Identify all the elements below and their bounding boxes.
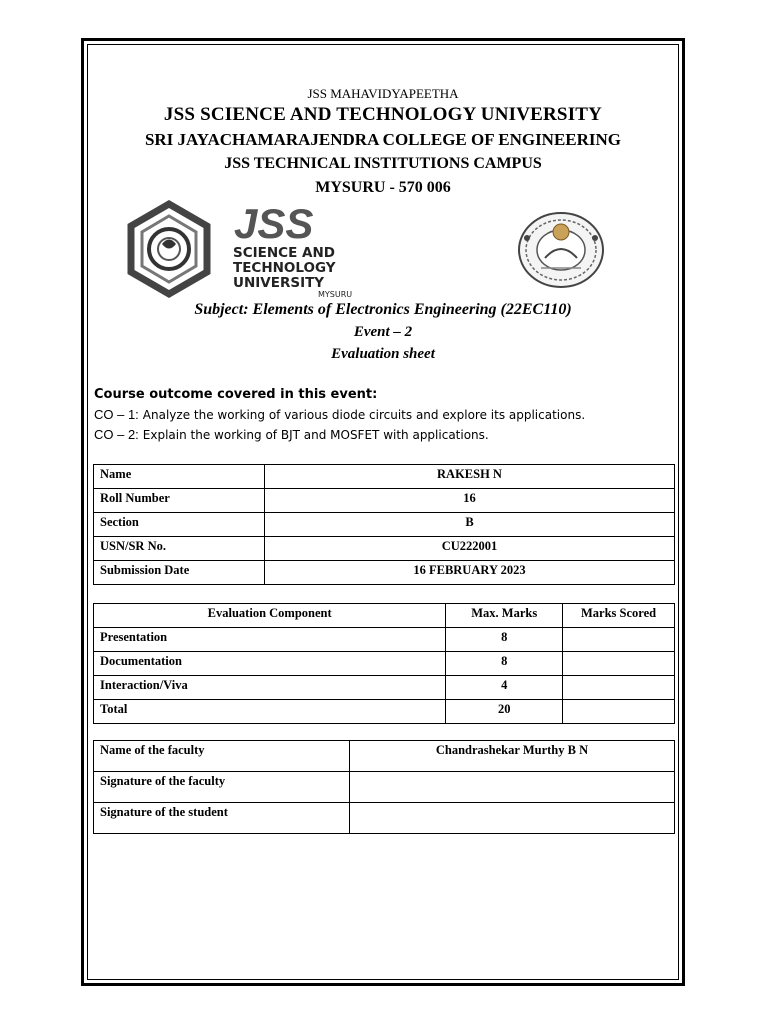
course-outcome-code: CO – 2: [94, 427, 139, 442]
table-row [94, 513, 675, 537]
table-row [94, 741, 675, 772]
name-label: Name [94, 465, 265, 489]
course-outcome-heading: Course outcome covered in this event: [94, 387, 378, 402]
course-outcome-code: CO – 1: [94, 407, 139, 422]
roll-number-label: Roll Number [94, 489, 265, 513]
column-header-max-marks: Max. Marks [446, 604, 563, 628]
marks-scored-cell [563, 700, 675, 724]
marks-scored-cell [563, 676, 675, 700]
student-signature-label: Signature of the student [94, 803, 350, 834]
table-row [94, 652, 675, 676]
event-title: Event – 2 [353, 324, 413, 340]
submission-date-label: Submission Date [94, 561, 265, 585]
table-row [94, 700, 675, 724]
section-label: Section [94, 513, 265, 537]
logo-line-3: UNIVERSITY [233, 275, 325, 291]
usn-value: CU222001 [265, 537, 675, 561]
marks-scored-cell [563, 628, 675, 652]
usn-label: USN/SR No. [94, 537, 265, 561]
table-header-row [94, 604, 675, 628]
city-title: MYSURU - 570 006 [315, 179, 451, 196]
course-outcome-text: Explain the working of BJT and MOSFET with applications. [142, 428, 489, 442]
college-title: SRI JAYACHAMARAJENDRA COLLEGE OF ENGINEERING [144, 130, 622, 149]
column-header-component: Evaluation Component [94, 604, 446, 628]
roll-number-value: 16 [265, 489, 675, 513]
max-marks-cell: 20 [446, 700, 563, 724]
table-row [94, 489, 675, 513]
faculty-table [93, 740, 675, 834]
course-outcome-item [94, 427, 489, 442]
submission-date-value: 16 FEBRUARY 2023 [265, 561, 675, 585]
subject-title: Subject: Elements of Electronics Engineering (22EC110) [194, 301, 572, 318]
table-row [94, 803, 675, 834]
component-cell: Presentation [94, 628, 446, 652]
emblem-icon [131, 204, 207, 294]
jss-university-logo [122, 200, 353, 299]
section-value: B [265, 513, 675, 537]
table-row [94, 465, 675, 489]
marks-scored-cell [563, 652, 675, 676]
logo-line-4: MYSURU [318, 290, 353, 299]
evaluation-sheet-title: Evaluation sheet [331, 346, 435, 362]
max-marks-cell: 8 [446, 628, 563, 652]
table-row [94, 561, 675, 585]
table-row [94, 772, 675, 803]
column-header-marks-scored: Marks Scored [563, 604, 675, 628]
table-row [94, 537, 675, 561]
college-seal-icon [515, 208, 607, 290]
campus-title: JSS TECHNICAL INSTITUTIONS CAMPUS [224, 155, 542, 172]
faculty-name-value: Chandrashekar Murthy B N [350, 741, 675, 772]
header-line-1: JSS MAHAVIDYAPEETHA [307, 86, 459, 101]
course-outcome-text: Analyze the working of various diode circuits and explore its applications. [142, 408, 586, 422]
component-cell: Total [94, 700, 446, 724]
faculty-signature-label: Signature of the faculty [94, 772, 350, 803]
component-cell: Documentation [94, 652, 446, 676]
evaluation-table [93, 603, 675, 724]
table-row [94, 676, 675, 700]
table-row [94, 628, 675, 652]
max-marks-cell: 4 [446, 676, 563, 700]
logo-line-1: SCIENCE AND [233, 245, 335, 261]
course-outcome-item [94, 407, 585, 422]
max-marks-cell: 8 [446, 652, 563, 676]
logo-brand: JSS [234, 200, 314, 247]
logo-line-2: TECHNOLOGY [233, 260, 336, 276]
student-signature-field[interactable] [350, 803, 675, 834]
faculty-signature-field[interactable] [350, 772, 675, 803]
university-title: JSS SCIENCE AND TECHNOLOGY UNIVERSITY [163, 104, 603, 125]
student-info-table [93, 464, 675, 585]
component-cell: Interaction/Viva [94, 676, 446, 700]
name-value: RAKESH N [265, 465, 675, 489]
faculty-name-label: Name of the faculty [94, 741, 350, 772]
